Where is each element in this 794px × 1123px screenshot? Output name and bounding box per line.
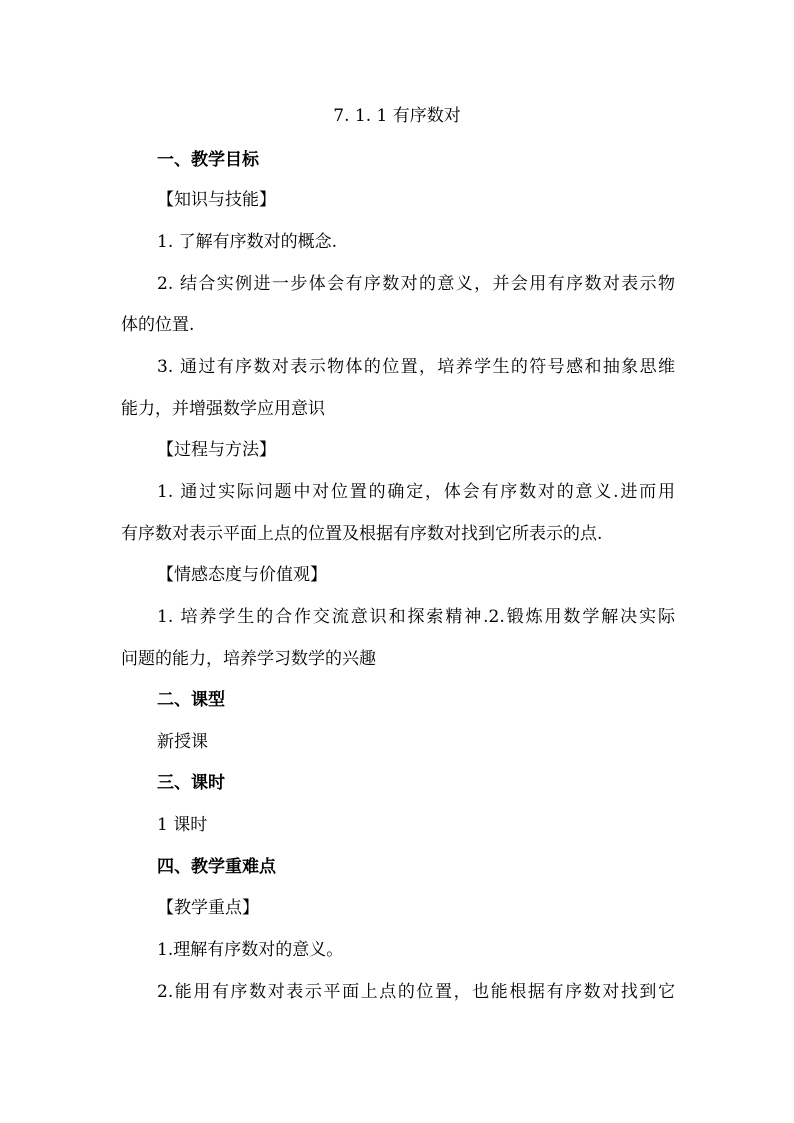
subheading-knowledge-skills: 【知识与技能】 <box>157 190 276 210</box>
paragraph-emotion-1-line1: 1. 培养学生的合作交流意识和探索精神.2.锻炼用数学解决实际 <box>157 607 675 627</box>
paragraph-knowledge-2-line2: 体的位置. <box>121 315 195 335</box>
paragraph-emotion-1-line2: 问题的能力，培养学习数学的兴趣 <box>121 649 376 669</box>
section-heading-key-difficult: 四、教学重难点 <box>157 857 276 877</box>
section-heading-class-hours: 三、课时 <box>157 773 225 793</box>
paragraph-process-1-line1: 1. 通过实际问题中对位置的确定，体会有序数对的意义.进而用 <box>157 482 675 502</box>
paragraph-key-2-line1: 2.能用有序数对表示平面上点的位置，也能根据有序数对找到它 <box>157 982 675 1002</box>
section-heading-lesson-type: 二、课型 <box>157 690 225 710</box>
subheading-process-methods: 【过程与方法】 <box>157 440 276 460</box>
subheading-emotion-values: 【情感态度与价值观】 <box>157 565 327 585</box>
paragraph-lesson-type: 新授课 <box>157 732 208 752</box>
paragraph-knowledge-3-line2: 能力，并增强数学应用意识 <box>121 399 325 419</box>
paragraph-knowledge-2-line1: 2. 结合实例进一步体会有序数对的意义，并会用有序数对表示物 <box>157 274 675 294</box>
paragraph-knowledge-3-line1: 3. 通过有序数对表示物体的位置，培养学生的符号感和抽象思维 <box>157 357 675 377</box>
paragraph-class-hours: 1 课时 <box>157 815 208 835</box>
document-title: 7. 1. 1 有序数对 <box>333 106 461 126</box>
paragraph-process-1-line2: 有序数对表示平面上点的位置及根据有序数对找到它所表示的点. <box>121 524 603 544</box>
paragraph-key-1: 1.理解有序数对的意义。 <box>157 940 344 960</box>
section-heading-objectives: 一、教学目标 <box>157 150 259 170</box>
subheading-key-points: 【教学重点】 <box>157 898 259 918</box>
paragraph-knowledge-1: 1. 了解有序数对的概念. <box>157 232 338 252</box>
